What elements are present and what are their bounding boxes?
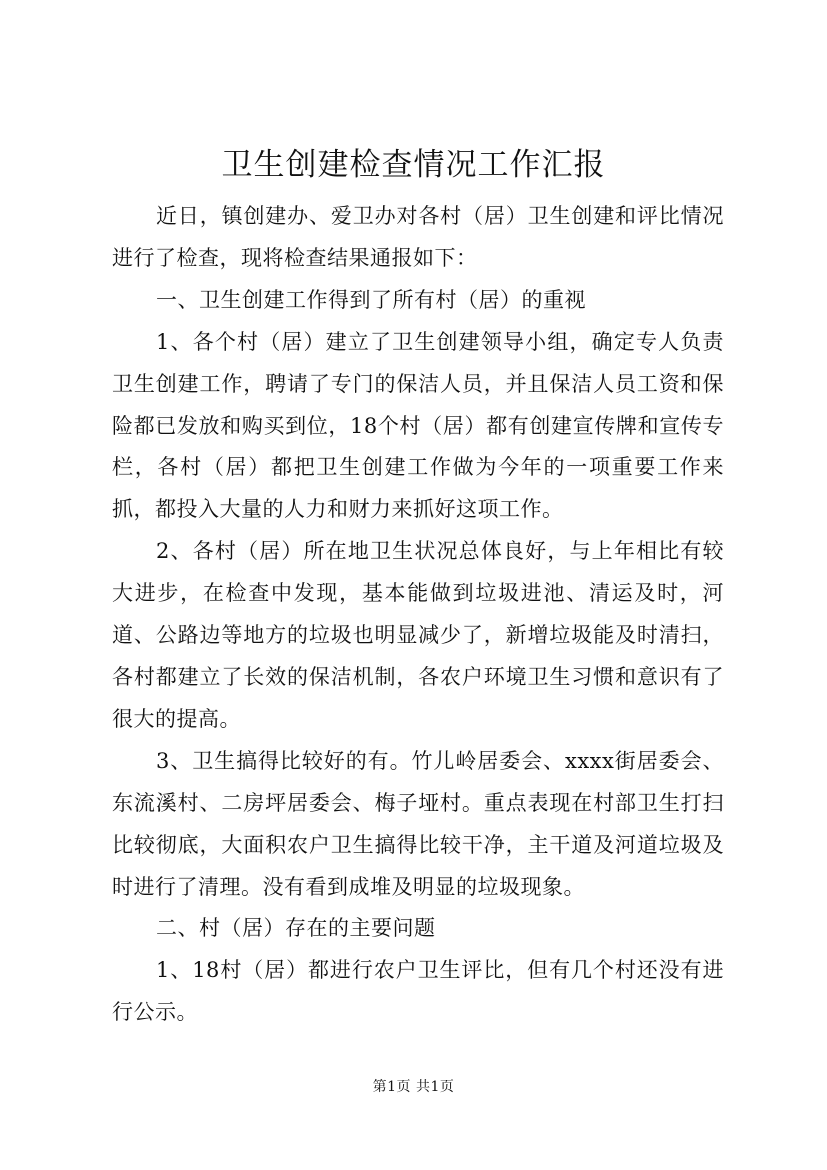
paragraph-problem-1: 1、18村（居）都进行农户卫生评比，但有几个村还没有进行公示。	[112, 958, 724, 1025]
document-title: 卫生创建检查情况工作汇报	[221, 147, 606, 183]
section-heading-1: 一、卫生创建工作得到了所有村（居）的重视	[156, 287, 586, 312]
document-body	[112, 196, 724, 1034]
paragraph-item-1: 1、各个村（居）建立了卫生创建领导小组，确定专人负责卫生创建工作，聘请了专门的保洁人员，并且保洁人员工资和保险都已发放和购买到位，18个村（居）都有创建宣传牌和宣传专栏，各村（居）都把卫生创建工作做为今年的一项重要工作来抓，都投入大量的人力和财力来抓好这项工作。	[112, 329, 724, 522]
paragraph-intro: 近日，镇创建办、爱卫办对各村（居）卫生创建和评比情况进行了检查，现将检查结果通报如下：	[112, 204, 724, 270]
paragraph-item-3: 3、卫生搞得比较好的有。竹儿岭居委会、xxxx街居委会、东流溪村、二房坪居委会、梅子垭村。重点表现在村部卫生打扫比较彻底，大面积农户卫生搞得比较干净，主干道及河道垃圾及时进行了清理。没有看到成堆及明显的垃圾现象。	[112, 748, 724, 899]
paragraph-item-2: 2、各村（居）所在地卫生状况总体良好，与上年相比有较大进步，在检查中发现，基本能做到垃圾进池、清运及时，河道、公路边等地方的垃圾也明显减少了，新增垃圾能及时清扫，各村都建立了长效的保洁机制，各农户环境卫生习惯和意识有了很大的提高。	[112, 539, 724, 731]
section-heading-2: 二、村（居）存在的主要问题	[156, 916, 436, 941]
page-footer: 第1页 共1页	[372, 1079, 455, 1095]
